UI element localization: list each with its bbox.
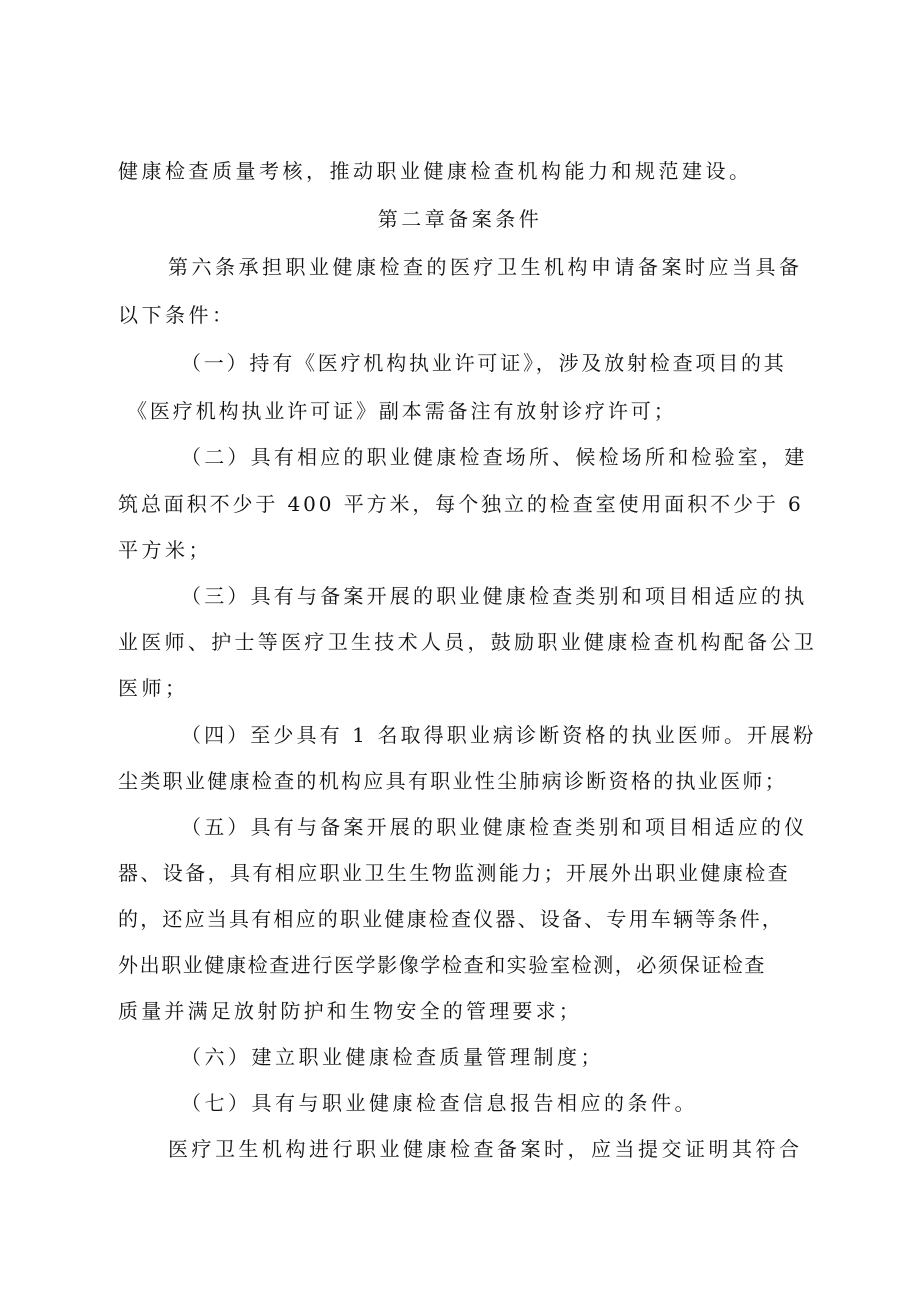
condition-3-line-3: 医师； bbox=[118, 676, 189, 700]
article-six-line-2: 以下条件： bbox=[118, 303, 236, 327]
condition-5-line-5: 质量并满足放射防护和生物安全的管理要求； bbox=[118, 999, 582, 1023]
condition-1-line-1: （一）持有《医疗机构执业许可证》，涉及放射检查项目的其 bbox=[181, 351, 787, 375]
condition-1-line-2: 《医疗机构执业许可证》副本需备注有放射诊疗许可； bbox=[127, 399, 677, 423]
condition-4-line-2: 尘类职业健康检查的机构应具有职业性尘肺病诊断资格的执业医师； bbox=[118, 769, 787, 793]
condition-2-line-1: （二）具有相应的职业健康检查场所、候检场所和检验室，建 bbox=[181, 445, 808, 469]
filing-requirement-line: 医疗卫生机构进行职业健康检查备案时，应当提交证明其符合 bbox=[168, 1137, 803, 1161]
condition-7-line: （七）具有与职业健康检查信息报告相应的条件。 bbox=[181, 1091, 698, 1115]
condition-5-line-4: 外出职业健康检查进行医学影像学检查和实验室检测，必须保证检查 bbox=[118, 953, 766, 977]
condition-3-line-2: 业医师、护士等医疗卫生技术人员，鼓励职业健康检查机构配备公卫 bbox=[118, 630, 817, 654]
condition-5-line-1: （五）具有与备案开展的职业健康检查类别和项目相适应的仪 bbox=[181, 815, 808, 839]
chapter-heading: 第二章备案条件 bbox=[377, 207, 543, 231]
condition-5-line-3: 的，还应当具有相应的职业健康检查仪器、设备、专用车辆等条件， bbox=[118, 907, 784, 931]
condition-6-line: （六）建立职业健康检查质量管理制度； bbox=[181, 1045, 604, 1069]
condition-5-line-2: 器、设备，具有相应职业卫生生物监测能力；开展外出职业健康检查 bbox=[118, 861, 790, 885]
condition-2-line-3: 平方米； bbox=[118, 538, 212, 562]
condition-3-line-1: （三）具有与备案开展的职业健康检查类别和项目相适应的执 bbox=[181, 584, 808, 608]
condition-4-line-1: （四）至少具有 1 名取得职业病诊断资格的执业医师。开展粉 bbox=[181, 723, 817, 747]
paragraph-continuation-line: 健康检查质量考核，推动职业健康检查机构能力和规范建设。 bbox=[118, 159, 753, 183]
condition-2-line-2: 筑总面积不少于 400 平方米，每个独立的检查室使用面积不少于 6 bbox=[118, 492, 804, 516]
article-six-line-1: 第六条承担职业健康检查的医疗卫生机构申请备案时应当具备 bbox=[168, 255, 803, 279]
